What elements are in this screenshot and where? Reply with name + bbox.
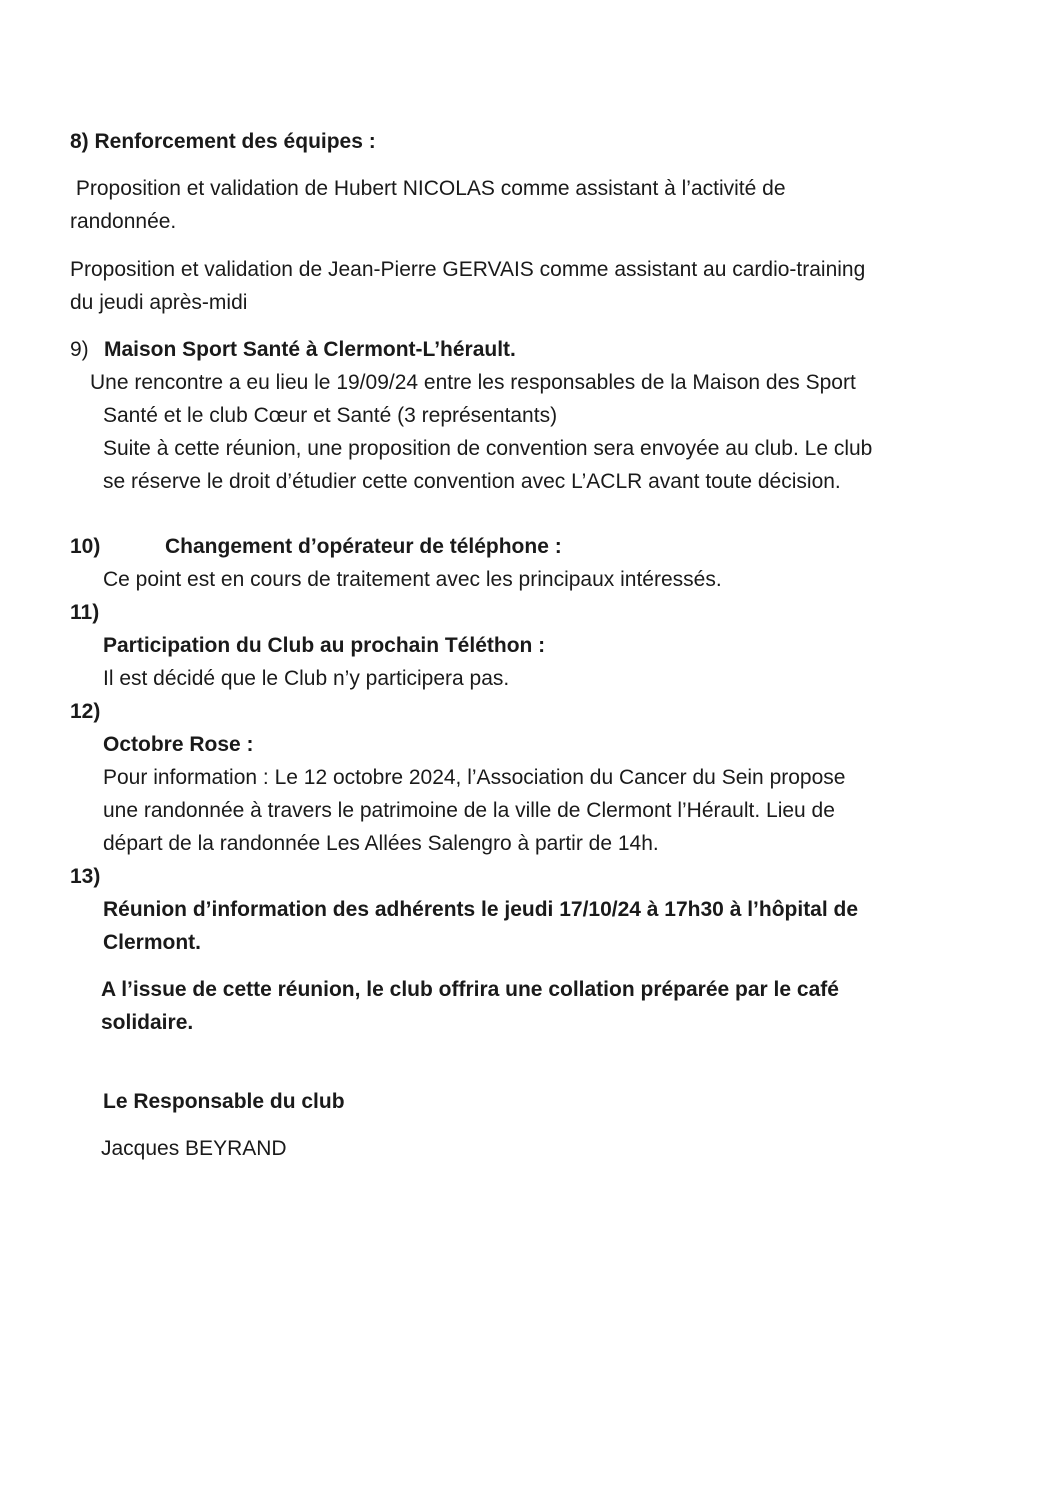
section-9-line-2: Santé et le club Cœur et Santé (3 représentants)	[103, 404, 558, 427]
section-8-paragraph-1-line-1: Proposition et validation de Hubert NICOLAS comme assistant à l’activité de	[70, 177, 786, 200]
section-11-line-1: Il est décidé que le Club n’y participera pas.	[103, 667, 510, 690]
section-13-paragraph-line-1: A l’issue de cette réunion, le club offrira une collation préparée par le café	[101, 978, 839, 1001]
section-9-number: 9)	[70, 338, 89, 361]
section-13-title-line-1: Réunion d’information des adhérents le jeudi 17/10/24 à 17h30 à l’hôpital de	[103, 898, 859, 921]
section-13-title-line-2: Clermont.	[103, 931, 202, 954]
section-9-line-4: se réserve le droit d’étudier cette convention avec L’ACLR avant toute décision.	[103, 470, 841, 493]
section-12-line-1: Pour information : Le 12 octobre 2024, l’Association du Cancer du Sein propose	[103, 766, 846, 789]
section-12-number: 12)	[70, 700, 101, 723]
section-12-line-3: départ de la randonnée Les Allées Salengro à partir de 14h.	[103, 832, 659, 855]
section-9-line-1: Une rencontre a eu lieu le 19/09/24 entre les responsables de la Maison des Sport	[90, 371, 856, 394]
section-9-title: Maison Sport Santé à Clermont-L’hérault.	[104, 338, 516, 361]
section-13-number: 13)	[70, 865, 101, 888]
section-12-title: Octobre Rose :	[103, 733, 254, 756]
section-12-line-2: une randonnée à travers le patrimoine de la ville de Clermont l’Hérault. Lieu de	[103, 799, 835, 822]
section-11-title: Participation du Club au prochain Téléthon :	[103, 634, 546, 657]
section-10-line-1: Ce point est en cours de traitement avec les principaux intéressés.	[103, 568, 722, 591]
section-10-title: Changement d’opérateur de téléphone :	[165, 535, 562, 558]
section-8-heading: 8) Renforcement des équipes :	[70, 130, 376, 153]
section-8-paragraph-1-line-2: randonnée.	[70, 210, 177, 233]
signature-name: Jacques BEYRAND	[101, 1137, 287, 1160]
signature-role: Le Responsable du club	[103, 1090, 345, 1113]
section-11-number: 11)	[70, 601, 100, 624]
section-13-paragraph-line-2: solidaire.	[101, 1011, 194, 1034]
section-8-paragraph-2-line-1: Proposition et validation de Jean-Pierre GERVAIS comme assistant au cardio-training	[70, 258, 866, 281]
section-8-paragraph-2-line-2: du jeudi après-midi	[70, 291, 248, 314]
section-10-number: 10)	[70, 535, 101, 558]
section-9-line-3: Suite à cette réunion, une proposition de convention sera envoyée au club. Le club	[103, 437, 873, 460]
